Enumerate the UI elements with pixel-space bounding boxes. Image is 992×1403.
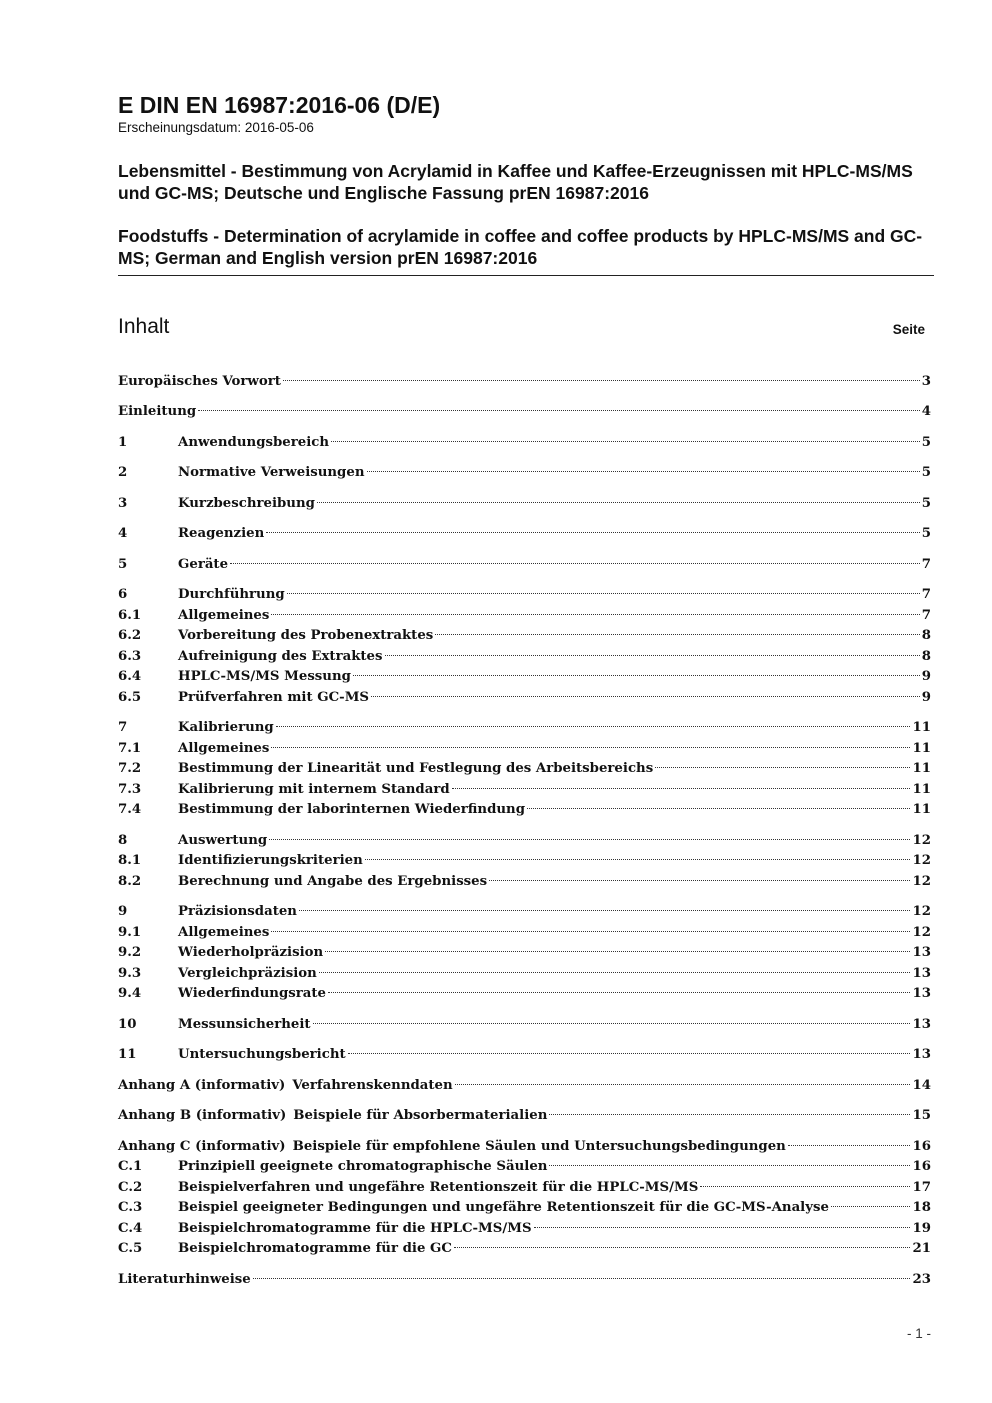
toc-entry[interactable] — [118, 372, 931, 392]
toc-entry[interactable] — [118, 964, 931, 984]
toc-dot-leader — [455, 1083, 911, 1085]
toc-entry-title: Bestimmung der laborinternen Wiederfindung — [178, 802, 525, 817]
toc-dot-leader — [198, 409, 920, 411]
toc-entry-number: 8 — [118, 833, 128, 848]
toc-dot-leader — [271, 746, 910, 748]
toc-entry-page: 16 — [912, 1159, 931, 1174]
toc-dot-leader — [435, 633, 919, 635]
toc-entry[interactable] — [118, 1076, 931, 1096]
toc-entry[interactable] — [118, 902, 931, 922]
toc-entry-page: 5 — [921, 496, 931, 511]
german-title: Lebensmittel - Bestimmung von Acrylamid in Kaffee und Kaffee-Erzeugnissen mit HPLC-MS/MS und GC-MS; Deutsche und Englische Fassung prEN 16987:2016 — [118, 161, 913, 203]
toc-entry-title: Wiederfindungsrate — [178, 986, 326, 1001]
toc-entry-number: 9.1 — [118, 925, 142, 940]
toc-dot-leader — [230, 562, 920, 564]
toc-entry[interactable] — [118, 626, 931, 646]
toc-entry-page: 11 — [912, 802, 931, 817]
toc-entry-title: Beispielverfahren und ungefähre Retentionszeit für die HPLC-MS/MS — [178, 1180, 699, 1195]
toc-entry-number: 8.1 — [118, 853, 142, 868]
toc-entry-title: Beispielchromatogramme für die HPLC-MS/MS — [178, 1221, 532, 1236]
toc-entry-number: 2 — [118, 465, 128, 480]
toc-entry-number: Anhang B (informativ) — [118, 1108, 287, 1123]
toc-entry-number: 6.4 — [118, 669, 142, 684]
toc-entry-title: Kurzbeschreibung — [178, 496, 315, 511]
toc-entry-title: Beispiele für empfohlene Säulen und Untersuchungsbedingungen — [292, 1139, 786, 1154]
toc-dot-leader — [299, 909, 911, 911]
toc-entry-title: Literaturhinweise — [118, 1272, 251, 1287]
toc-dot-leader — [271, 930, 910, 932]
toc-entry-number: 7.4 — [118, 802, 142, 817]
english-title: Foodstuffs - Determination of acrylamide in coffee and coffee products by HPLC-MS/MS and GC-MS; German and English version prEN 16987:2016 — [118, 226, 923, 268]
toc-dot-leader — [353, 674, 920, 676]
toc-entry-number: 6.1 — [118, 608, 142, 623]
toc-entry-page: 13 — [912, 1017, 931, 1032]
toc-entry[interactable] — [118, 1198, 931, 1218]
toc-dot-leader — [489, 879, 910, 881]
toc-entry[interactable] — [118, 1239, 931, 1259]
toc-entry-page: 23 — [912, 1272, 931, 1287]
toc-entry-page: 12 — [912, 925, 931, 940]
toc-entry-title: Kalibrierung — [178, 720, 274, 735]
toc-entry-number: 4 — [118, 526, 128, 541]
toc-entry-page: 21 — [912, 1241, 931, 1256]
toc-entry[interactable] — [118, 606, 931, 626]
toc-entry-number: 6.5 — [118, 690, 142, 705]
toc-entry-title: Anwendungsbereich — [178, 435, 330, 450]
toc-entry-page: 12 — [912, 874, 931, 889]
toc-entry[interactable] — [118, 433, 931, 453]
toc-entry-title: Beispielchromatogramme für die GC — [178, 1241, 452, 1256]
toc-entry[interactable] — [118, 667, 931, 687]
toc-entry[interactable] — [118, 1045, 931, 1065]
toc-entry-title: Auswertung — [178, 833, 268, 848]
toc-dot-leader — [283, 379, 920, 381]
toc-dot-leader — [266, 531, 919, 533]
toc-entry-title: Europäisches Vorwort — [118, 374, 281, 389]
toc-entry[interactable] — [118, 1157, 931, 1177]
toc-entry-page: 11 — [912, 741, 931, 756]
toc-entry-title: Untersuchungsbericht — [178, 1047, 346, 1062]
toc-entry-page: 18 — [912, 1200, 931, 1215]
toc-entry-page: 5 — [921, 526, 931, 541]
toc-dot-leader — [549, 1164, 910, 1166]
toc-entry-number: Anhang C (informativ) — [118, 1139, 286, 1154]
toc-dot-leader — [271, 613, 919, 615]
toc-dot-leader — [527, 807, 910, 809]
toc-dot-leader — [325, 950, 910, 952]
toc-entry-page: 4 — [921, 404, 931, 419]
toc-entry-page: 19 — [912, 1221, 931, 1236]
toc-entry[interactable] — [118, 759, 931, 779]
toc-entry-number: 7.2 — [118, 761, 142, 776]
toc-dot-leader — [454, 1246, 911, 1248]
toc-dot-leader — [385, 654, 920, 656]
toc-entry-title: Reagenzien — [178, 526, 265, 541]
toc-entry[interactable] — [118, 780, 931, 800]
header-divider — [118, 275, 934, 276]
toc-dot-leader — [319, 971, 911, 973]
toc-entry[interactable] — [118, 1137, 931, 1157]
toc-entry-title: Prinzipiell geeignete chromatographische Säulen — [178, 1159, 548, 1174]
toc-entry[interactable] — [118, 851, 931, 871]
toc-entry-title: Einleitung — [118, 404, 197, 419]
toc-entry[interactable] — [118, 1270, 931, 1290]
toc-dot-leader — [831, 1205, 911, 1207]
toc-entry-number: 9 — [118, 904, 128, 919]
toc-dot-leader — [367, 470, 920, 472]
toc-page-column-label: Seite — [892, 322, 925, 337]
toc-dot-leader — [371, 695, 920, 697]
toc-entry[interactable] — [118, 718, 931, 738]
toc-entry-number: 7 — [118, 720, 128, 735]
toc-entry-title: Durchführung — [178, 587, 285, 602]
toc-entry-title: Wiederholpräzision — [178, 945, 324, 960]
toc-entry[interactable] — [118, 872, 931, 892]
toc-entry[interactable] — [118, 463, 931, 483]
toc-entry-page: 12 — [912, 833, 931, 848]
toc-entry-title: Allgemeines — [178, 608, 270, 623]
toc-entry[interactable] — [118, 402, 931, 422]
toc-entry-number: 5 — [118, 557, 128, 572]
toc-entry-number: 9.3 — [118, 966, 142, 981]
toc-entry-page: 7 — [921, 557, 931, 572]
toc-entry-title: Beispiele für Absorbermaterialien — [293, 1108, 548, 1123]
toc-entry[interactable] — [118, 943, 931, 963]
toc-dot-leader — [317, 501, 920, 503]
toc-dot-leader — [549, 1113, 910, 1115]
publication-date: Erscheinungsdatum: 2016-05-06 — [118, 120, 314, 135]
toc-entry-number: C.4 — [118, 1221, 143, 1236]
toc-dot-leader — [253, 1277, 911, 1279]
toc-entry-number: 7.1 — [118, 741, 142, 756]
toc-dot-leader — [276, 725, 911, 727]
toc-entry-number: C.5 — [118, 1241, 143, 1256]
toc-entry[interactable] — [118, 739, 931, 759]
toc-dot-leader — [287, 592, 920, 594]
toc-entry-page: 15 — [912, 1108, 931, 1123]
toc-entry-page: 7 — [921, 608, 931, 623]
toc-entry-number: 3 — [118, 496, 128, 511]
toc-entry-number: 1 — [118, 435, 128, 450]
toc-entry-number: C.1 — [118, 1159, 143, 1174]
toc-dot-leader — [534, 1226, 911, 1228]
toc-entry[interactable] — [118, 555, 931, 575]
toc-entry[interactable] — [118, 1219, 931, 1239]
toc-heading: Inhalt — [118, 315, 170, 338]
toc-entry-number: C.2 — [118, 1180, 143, 1195]
toc-entry[interactable] — [118, 831, 931, 851]
toc-entry-page: 17 — [912, 1180, 931, 1195]
toc-entry-number: C.3 — [118, 1200, 143, 1215]
toc-entry-page: 12 — [912, 904, 931, 919]
toc-entry-page: 11 — [912, 720, 931, 735]
toc-dot-leader — [313, 1022, 911, 1024]
toc-entry-number: 9.2 — [118, 945, 142, 960]
toc-entry-title: Aufreinigung des Extraktes — [178, 649, 383, 664]
toc-dot-leader — [452, 787, 911, 789]
toc-entry-page: 11 — [912, 761, 931, 776]
toc-entry[interactable] — [118, 1178, 931, 1198]
toc-entry[interactable] — [118, 923, 931, 943]
toc-entry-title: Vorbereitung des Probenextraktes — [178, 628, 434, 643]
toc-entry-title: Normative Verweisungen — [178, 465, 365, 480]
toc-entry-title: Bestimmung der Linearität und Festlegung des Arbeitsbereichs — [178, 761, 654, 776]
toc-entry-title: Messunsicherheit — [178, 1017, 311, 1032]
toc-entry-page: 14 — [912, 1078, 931, 1093]
toc-entry-number: 6.3 — [118, 649, 142, 664]
toc-entry-title: Kalibrierung mit internem Standard — [178, 782, 450, 797]
toc-entry-number: 9.4 — [118, 986, 142, 1001]
toc-entry[interactable] — [118, 585, 931, 605]
toc-entry[interactable] — [118, 647, 931, 667]
toc-entry[interactable] — [118, 800, 931, 820]
toc-entry-page: 9 — [921, 669, 931, 684]
page-number: - 1 - — [906, 1326, 931, 1341]
toc-dot-leader — [328, 991, 911, 993]
toc-entry-title: Allgemeines — [178, 925, 270, 940]
toc-entry-title: HPLC-MS/MS Messung — [178, 669, 351, 684]
toc-entry-page: 13 — [912, 986, 931, 1001]
toc-entry-page: 8 — [921, 628, 931, 643]
toc-entry-page: 12 — [912, 853, 931, 868]
toc-entry-page: 11 — [912, 782, 931, 797]
toc-entry[interactable] — [118, 984, 931, 1004]
toc-entry-page: 13 — [912, 945, 931, 960]
toc-entry-page: 8 — [921, 649, 931, 664]
toc-entry[interactable] — [118, 524, 931, 544]
toc-entry-title: Präzisionsdaten — [178, 904, 297, 919]
toc-entry[interactable] — [118, 494, 931, 514]
toc-entry-title: Vergleichpräzision — [178, 966, 317, 981]
toc-entry-title: Beispiel geeigneter Bedingungen und ungefähre Retentionszeit für die GC-MS-Analyse — [178, 1200, 829, 1215]
toc-entry-number: 11 — [118, 1047, 137, 1062]
document-header — [118, 92, 934, 269]
toc-entry-number: Anhang A (informativ) — [118, 1078, 286, 1093]
toc-entry-page: 13 — [912, 1047, 931, 1062]
toc-entry-title: Verfahrenskenndaten — [292, 1078, 453, 1093]
document-title: E DIN EN 16987:2016-06 (D/E) — [118, 92, 441, 118]
toc-entry-page: 5 — [921, 465, 931, 480]
toc-entry-page: 5 — [921, 435, 931, 450]
toc-entry-page: 13 — [912, 966, 931, 981]
toc-entry[interactable] — [118, 1015, 931, 1035]
toc-dot-leader — [331, 440, 920, 442]
toc-entry-title: Allgemeines — [178, 741, 270, 756]
toc-dot-leader — [700, 1185, 910, 1187]
toc-entry-number: 6 — [118, 587, 128, 602]
toc-dot-leader — [655, 766, 910, 768]
toc-entry-title: Identifizierungskriterien — [178, 853, 363, 868]
toc-entry-page: 9 — [921, 690, 931, 705]
toc-entry[interactable] — [118, 1106, 931, 1126]
toc-entry-page: 16 — [912, 1139, 931, 1154]
toc-dot-leader — [365, 858, 911, 860]
toc-entry-number: 7.3 — [118, 782, 142, 797]
toc-entry-page: 7 — [921, 587, 931, 602]
toc-entry-title: Prüfverfahren mit GC-MS — [178, 690, 370, 705]
toc-entry-title: Berechnung und Angabe des Ergebnisses — [178, 874, 488, 889]
toc-dot-leader — [269, 838, 910, 840]
toc-dot-leader — [788, 1144, 911, 1146]
toc-entry-number: 10 — [118, 1017, 137, 1032]
toc-entry[interactable] — [118, 688, 931, 708]
toc-entry-title: Geräte — [178, 557, 229, 572]
toc-entry-page: 3 — [921, 374, 931, 389]
toc-dot-leader — [348, 1052, 911, 1054]
toc-entry-number: 6.2 — [118, 628, 142, 643]
toc-entry-number: 8.2 — [118, 874, 142, 889]
